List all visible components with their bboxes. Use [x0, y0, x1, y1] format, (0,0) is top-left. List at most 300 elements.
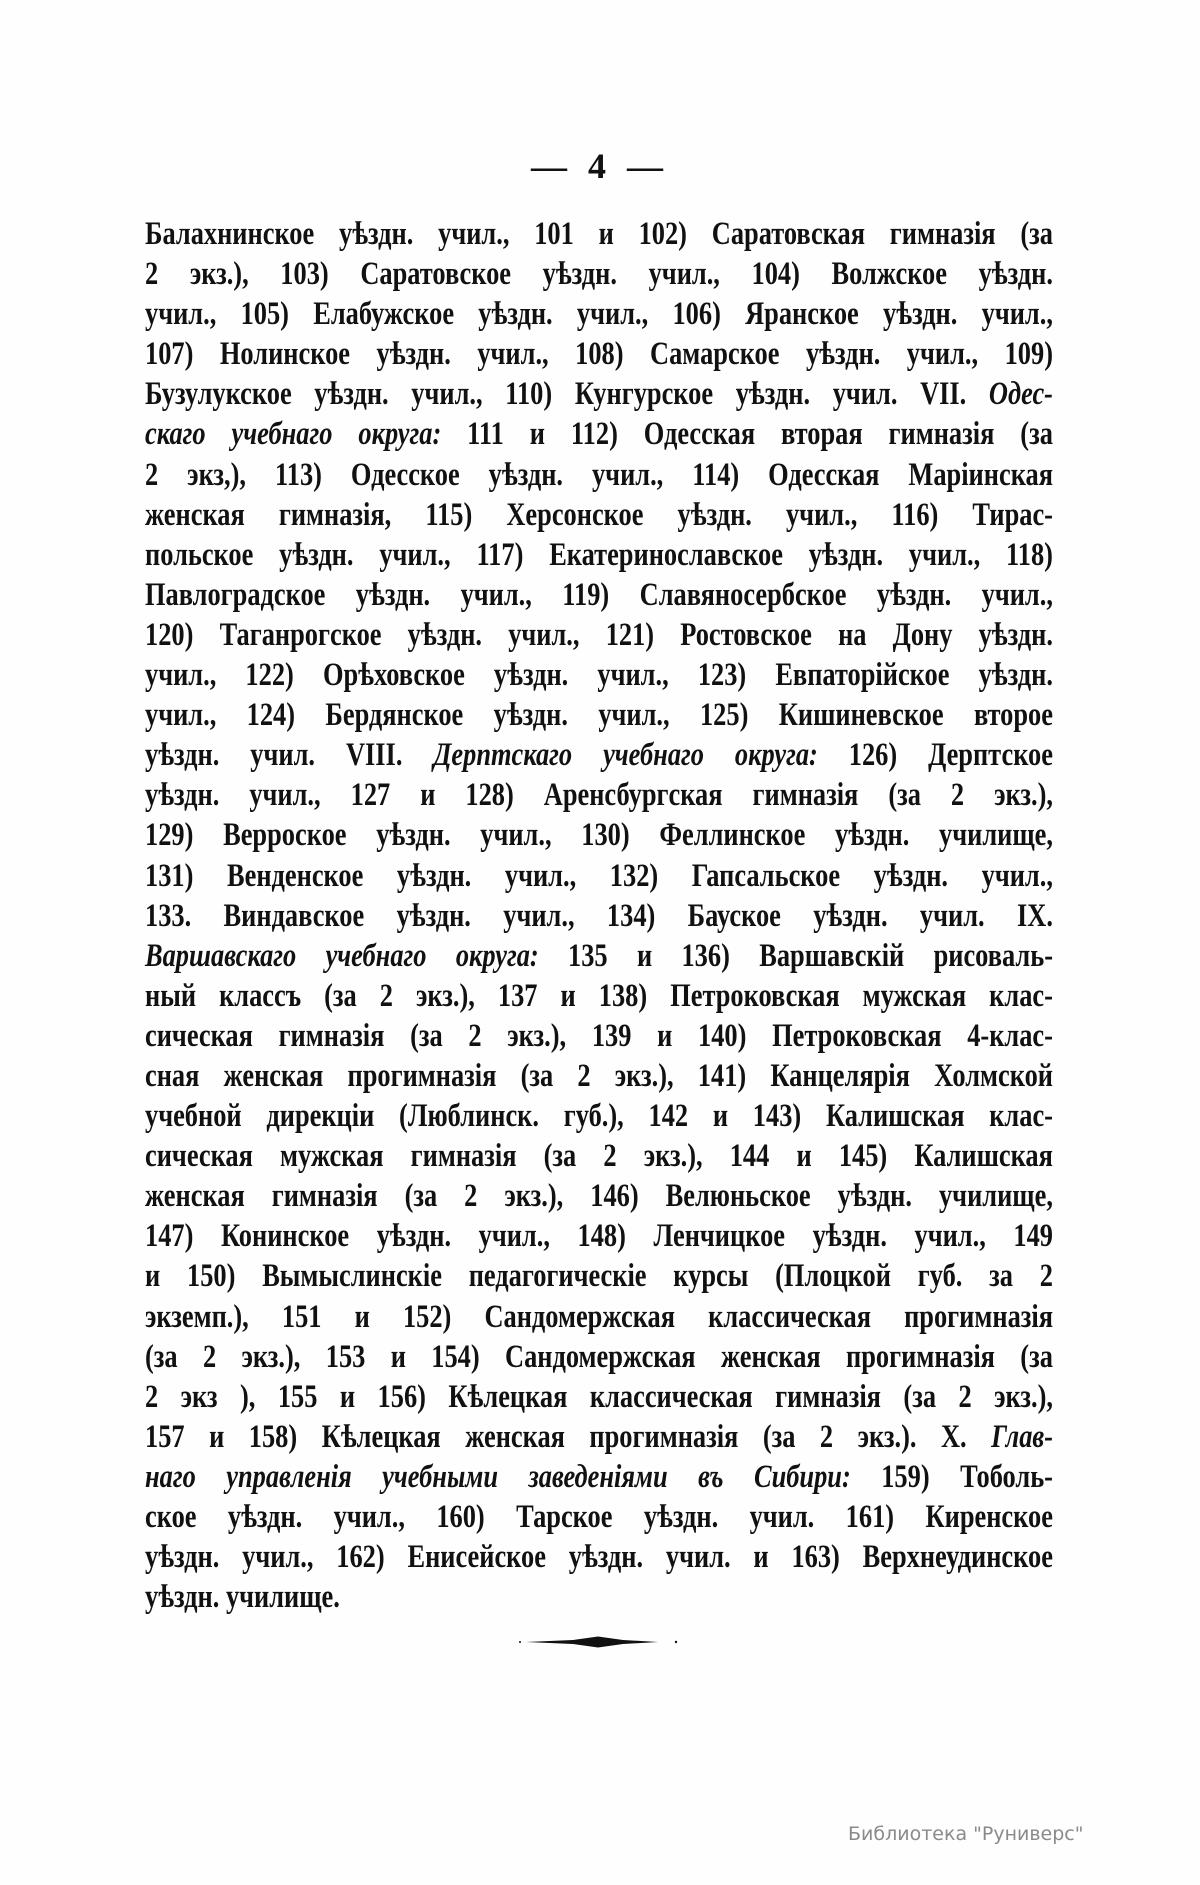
word: уѣздн. [812, 1218, 887, 1255]
word: Саратовская [711, 216, 865, 252]
word: 129) [145, 817, 194, 854]
word: 133. [145, 897, 192, 934]
word: 154) [431, 1338, 480, 1375]
word: учил., [597, 657, 669, 694]
word: 131) [145, 857, 194, 894]
word: 148) [577, 1218, 626, 1255]
word: Тарское [516, 1499, 613, 1535]
word: 145) [838, 1138, 888, 1175]
word: губ.), [563, 1098, 624, 1135]
word: за [989, 1258, 1013, 1295]
word: Одесская [768, 456, 880, 493]
word: учил., [379, 536, 451, 573]
word: 121) [605, 616, 655, 653]
word: уѣздн. [145, 1579, 226, 1616]
word: Одесская [643, 416, 756, 453]
word: Феллинское [659, 817, 806, 854]
text-line [145, 214, 1053, 254]
word: уѣздн. [488, 456, 564, 493]
italic-word: въ [698, 1458, 724, 1495]
word: Конинское [220, 1218, 350, 1255]
text-line [145, 856, 1053, 896]
word: учил., [478, 1218, 550, 1255]
word: уѣздн. [339, 216, 414, 252]
word: Славяносербское [639, 576, 847, 613]
word: и [636, 937, 653, 974]
word: уѣздн. [376, 1218, 452, 1255]
word: учил., [906, 336, 979, 373]
word: Ростовское [680, 616, 812, 653]
text-line [145, 1297, 1053, 1337]
text-line [145, 294, 1053, 334]
word: 2 [202, 1338, 217, 1375]
word: VII. [920, 376, 967, 413]
word: женская [720, 1338, 821, 1375]
word: и [420, 777, 436, 814]
word: Сандомержская [505, 1338, 696, 1375]
word: (за [404, 1178, 438, 1215]
word: уѣздн. [677, 496, 752, 533]
word: 141) [697, 1057, 747, 1094]
text-line [145, 334, 1053, 374]
word: гимназія, [278, 496, 392, 533]
word: 115) [425, 496, 473, 533]
word: Верроское [223, 817, 347, 854]
word: гимназія [410, 1138, 517, 1175]
word: учил. [749, 1499, 815, 1535]
word: уѣздн. [279, 536, 354, 573]
word: 155 [277, 1378, 318, 1415]
text-line [145, 1457, 1053, 1497]
end-ornament [518, 1636, 678, 1648]
word: Евпаторійское [775, 657, 950, 694]
italic-word: управленія [226, 1458, 352, 1495]
word: дирекціи [266, 1098, 375, 1135]
text-line [145, 815, 1053, 855]
word: уѣздн. [837, 1178, 912, 1215]
word: Саратовское [360, 256, 512, 293]
word: учил., [477, 336, 549, 373]
word: уѣздн. [805, 336, 881, 373]
word: 112) [570, 416, 618, 453]
text-line [145, 1096, 1053, 1136]
word: 104) [751, 256, 800, 293]
word: учил., [438, 216, 510, 252]
text-line [145, 896, 1053, 936]
word: уѣздн. [568, 1539, 644, 1576]
word: 140) [698, 1017, 747, 1054]
word: ), [239, 1378, 256, 1415]
word: Таганрогское [219, 616, 382, 653]
word: 135 [568, 937, 608, 974]
word: уѣздн. [396, 897, 471, 934]
word: клас- [989, 977, 1053, 1014]
word: 2 [577, 1057, 591, 1094]
word: экз.), [504, 1178, 564, 1215]
word: учил., [145, 657, 217, 694]
word: экз.), [507, 1017, 567, 1054]
text-line [145, 1337, 1053, 1377]
word: учил. [919, 897, 985, 934]
word: IX. [1016, 897, 1053, 934]
word: 139 [591, 1017, 632, 1054]
word: Орѣховское [322, 657, 465, 694]
word: 128) [465, 777, 514, 814]
word: Херсонское [506, 496, 644, 533]
word: и [354, 1298, 370, 1335]
word: 130) [581, 817, 630, 854]
word: Одесское [350, 456, 460, 493]
word: Варшавскій [759, 937, 905, 974]
word: VIII. [345, 737, 403, 774]
word: классическая [708, 1298, 871, 1335]
word: курсы [673, 1258, 749, 1295]
word: 101 [534, 216, 574, 252]
text-line [145, 414, 1053, 454]
word: уѣздн. [407, 616, 483, 653]
text-line [145, 374, 1053, 414]
text-line [145, 495, 1053, 535]
word: уѣздн. [542, 256, 617, 293]
word: 4-клас- [967, 1017, 1053, 1054]
word: учил., [333, 1499, 405, 1535]
word: Тирас- [972, 496, 1053, 533]
word: учил., [503, 897, 575, 934]
word: учил., [598, 697, 670, 734]
word: вторая [781, 416, 863, 453]
word: уѣздн. [493, 697, 568, 734]
word: клас- [989, 1098, 1053, 1135]
word: Петроковская [772, 1017, 942, 1054]
word: Киренское [925, 1499, 1053, 1535]
word: учил., [981, 857, 1053, 894]
word: Калишская [825, 1098, 965, 1135]
text-line [145, 1016, 1053, 1056]
word: уѣздн. [145, 1539, 220, 1576]
word: Бузулукское [145, 376, 292, 413]
text-line [145, 254, 1053, 294]
word: учил., [460, 576, 532, 613]
word: гимназія [888, 416, 995, 453]
word: экз.), [994, 1378, 1053, 1415]
library-watermark: Библиотека "Руниверс" [848, 1823, 1084, 1845]
word: (за [888, 777, 921, 814]
word: 124) [246, 697, 296, 734]
word: учил. [832, 376, 898, 413]
word: Канцелярія [770, 1057, 910, 1094]
word: уѣздн. [978, 657, 1053, 694]
word: учил., [648, 256, 720, 293]
word: гимназія [775, 1378, 881, 1415]
word: Волжское [831, 256, 947, 293]
word: уѣздн. [355, 576, 431, 613]
word: Кѣлецкая [448, 1378, 568, 1415]
word: Ленчицкое [653, 1218, 786, 1255]
word: уѣздн. [145, 777, 220, 814]
word: экз,), [187, 456, 247, 493]
italic-word: заведеніями [528, 1458, 668, 1495]
word: 134) [606, 897, 656, 934]
word: 2 [468, 1017, 482, 1054]
word: и [209, 1418, 225, 1455]
word: уѣздн. [876, 576, 952, 613]
word: 2 [145, 256, 159, 293]
word: учил., [411, 376, 483, 413]
word: гимназія [752, 777, 859, 814]
word: сическая [145, 1138, 253, 1175]
word: уѣздн. [145, 737, 220, 774]
word: учебной [145, 1098, 242, 1135]
word: (Люблинск. [399, 1098, 539, 1135]
word: 2 [379, 977, 393, 1014]
word: (за [1020, 1338, 1053, 1375]
word: 2 [145, 1378, 159, 1415]
word: 161) [845, 1499, 895, 1535]
word: ское [145, 1499, 197, 1535]
word: прогимназія [904, 1298, 1053, 1335]
word: учил., [145, 697, 217, 734]
word: Тоболь- [960, 1458, 1053, 1495]
word: гимназія [271, 1178, 378, 1215]
word: на [838, 616, 867, 653]
word: губ. [917, 1258, 963, 1295]
word: 127 [350, 777, 391, 814]
word: 132) [609, 857, 659, 894]
text-line [145, 615, 1053, 655]
word: Велюньское [665, 1178, 811, 1215]
word: 158) [248, 1418, 298, 1455]
word: Кунгурское [574, 376, 714, 413]
text-line [145, 535, 1053, 575]
word: (за [543, 1138, 577, 1175]
word: 123) [697, 657, 747, 694]
word: Павлоградское [145, 576, 326, 613]
word: уѣздн. [643, 1499, 719, 1535]
word: экз.). [857, 1418, 917, 1455]
text-line [145, 1577, 1053, 1617]
italic-word: Одес- [988, 376, 1053, 413]
word: и [796, 1138, 812, 1175]
italic-word: округа: [734, 737, 818, 774]
italic-word: округа: [455, 937, 539, 974]
word: учил., [785, 496, 858, 533]
word: Елабужское [313, 296, 455, 333]
word: 107) [145, 336, 194, 373]
word: (Плоцкой [775, 1258, 891, 1295]
word: 146) [590, 1178, 639, 1215]
word: уѣздн. [376, 336, 451, 373]
word: прогимназія [589, 1418, 739, 1455]
word: (за [410, 1017, 443, 1054]
word: 110) [505, 376, 553, 413]
word: (за [520, 1057, 554, 1094]
word: Балахнинское [145, 216, 315, 252]
italic-word: Варшавскаго [145, 937, 297, 974]
word: 103) [280, 256, 329, 293]
word: учил., [242, 1539, 314, 1576]
word: классъ [219, 977, 302, 1014]
word: учил., [914, 1218, 986, 1255]
word: Аренсбургская [543, 777, 723, 814]
text-line [145, 1497, 1053, 1537]
word: мужская [280, 1138, 384, 1175]
text-line [145, 575, 1053, 615]
word: 118) [1006, 536, 1053, 573]
word: уѣздн. [493, 657, 569, 694]
text-line [145, 976, 1053, 1016]
text-line [145, 1377, 1053, 1417]
word: 157 [145, 1418, 185, 1455]
word: 144 [729, 1138, 770, 1175]
word: 106) [672, 296, 721, 333]
word: экз.), [189, 256, 249, 293]
word: классическая [589, 1378, 753, 1415]
word: 149 [1013, 1218, 1053, 1255]
text-line [145, 655, 1053, 695]
word: учил., [591, 456, 664, 493]
word: и [657, 1017, 673, 1054]
word: 151 [281, 1298, 322, 1335]
word: уѣздн. [396, 857, 472, 894]
word: Холмской [934, 1057, 1053, 1094]
text-line [145, 775, 1053, 815]
word: второе [973, 697, 1053, 734]
word: училище. [225, 1579, 340, 1616]
body-text [145, 214, 1053, 1617]
word: уѣздн. [978, 256, 1053, 293]
word: 162) [336, 1539, 385, 1576]
word: сическая [145, 1017, 253, 1054]
word: 111 [467, 416, 504, 453]
word: учил., [480, 817, 552, 854]
word: уѣздн. [873, 857, 949, 894]
word: мужская [862, 977, 967, 1014]
word: экз.), [241, 1338, 301, 1375]
word: 160) [436, 1499, 485, 1535]
word: уѣздн. [314, 376, 389, 413]
word: Енисейское [407, 1539, 546, 1576]
word: учил., [908, 536, 981, 573]
word: 122) [245, 657, 294, 694]
word: Дону [892, 616, 953, 653]
text-line [145, 695, 1053, 735]
word: рисоваль- [933, 937, 1053, 974]
word: 120) [145, 616, 194, 653]
word: учил., [508, 616, 580, 653]
text-line [145, 1417, 1053, 1457]
word: Бердянское [325, 697, 464, 734]
word: (за [324, 977, 357, 1014]
italic-word: Глав- [991, 1418, 1053, 1455]
word: 102) [638, 216, 687, 252]
word: 138) [598, 977, 648, 1014]
italic-word: учебнаго [603, 737, 704, 774]
word: 117) [476, 536, 524, 573]
word: экз.), [614, 1057, 674, 1094]
italic-word: округа: [358, 416, 442, 453]
word: учил., [981, 576, 1053, 613]
word: и [145, 1258, 161, 1295]
text-line [145, 1256, 1053, 1296]
word: Нолинское [219, 336, 351, 373]
word: сная [145, 1057, 200, 1094]
word: 159) [881, 1458, 930, 1495]
word: 108) [575, 336, 624, 373]
italic-word: наго [145, 1458, 196, 1495]
italic-word: Дерптскаго [433, 737, 573, 774]
text-line [145, 1537, 1053, 1577]
word: 137 [497, 977, 538, 1014]
word: (за [1020, 216, 1053, 252]
word: экземп.), [145, 1298, 249, 1335]
word: 2 [603, 1138, 617, 1175]
word: Виндавское [223, 897, 365, 934]
word: 2 [1039, 1258, 1053, 1295]
word: гимназія [889, 216, 996, 252]
word: Самарское [650, 336, 780, 373]
text-line [145, 1176, 1053, 1216]
word: женская [145, 496, 245, 533]
text-line [145, 1216, 1053, 1256]
word: Дерптское [928, 737, 1053, 774]
word: X. [940, 1418, 967, 1455]
word: 2 [958, 1378, 972, 1415]
word: 153 [325, 1338, 366, 1375]
word: Маріинская [908, 456, 1053, 493]
word: экз.), [643, 1138, 703, 1175]
word: 142 [648, 1098, 689, 1135]
word: уѣздн. [227, 1499, 303, 1535]
word: уѣздн. [808, 536, 884, 573]
word: и [598, 216, 614, 252]
word: польское [145, 536, 254, 573]
word: уѣздн. [478, 296, 553, 333]
word: 109) [1004, 336, 1053, 373]
word: 2 [819, 1418, 834, 1455]
word: Сандомержская [484, 1298, 676, 1335]
word: учил., [145, 296, 217, 333]
word: Петроковская [670, 977, 840, 1014]
word: 143) [752, 1098, 802, 1135]
word: 2 [950, 777, 965, 814]
word: учил., [249, 777, 321, 814]
italic-word: Сибири: [753, 1458, 851, 1495]
word: 156) [377, 1378, 426, 1415]
word: и [529, 416, 545, 453]
word: 113) [275, 456, 322, 493]
word: 105) [240, 296, 289, 333]
word: 125) [699, 697, 749, 734]
word: (за [145, 1338, 178, 1375]
word: уѣздн. [813, 897, 888, 934]
word: и [560, 977, 576, 1014]
word: уѣздн. [735, 376, 811, 413]
word: женская [465, 1418, 565, 1455]
word: 152) [402, 1298, 452, 1335]
word: женская [145, 1178, 245, 1215]
italic-word: учебнаго [231, 416, 333, 453]
word: (за [1020, 416, 1053, 453]
text-line [145, 455, 1053, 495]
word: педагогическіе [468, 1258, 647, 1295]
word: экз.), [416, 977, 475, 1014]
word: уѣздн. [883, 296, 958, 333]
word: Венденское [227, 857, 364, 894]
word: учил., [504, 857, 577, 894]
word: Верхнеудинское [862, 1539, 1053, 1576]
word: 126) [848, 737, 898, 774]
text-line [145, 1136, 1053, 1176]
